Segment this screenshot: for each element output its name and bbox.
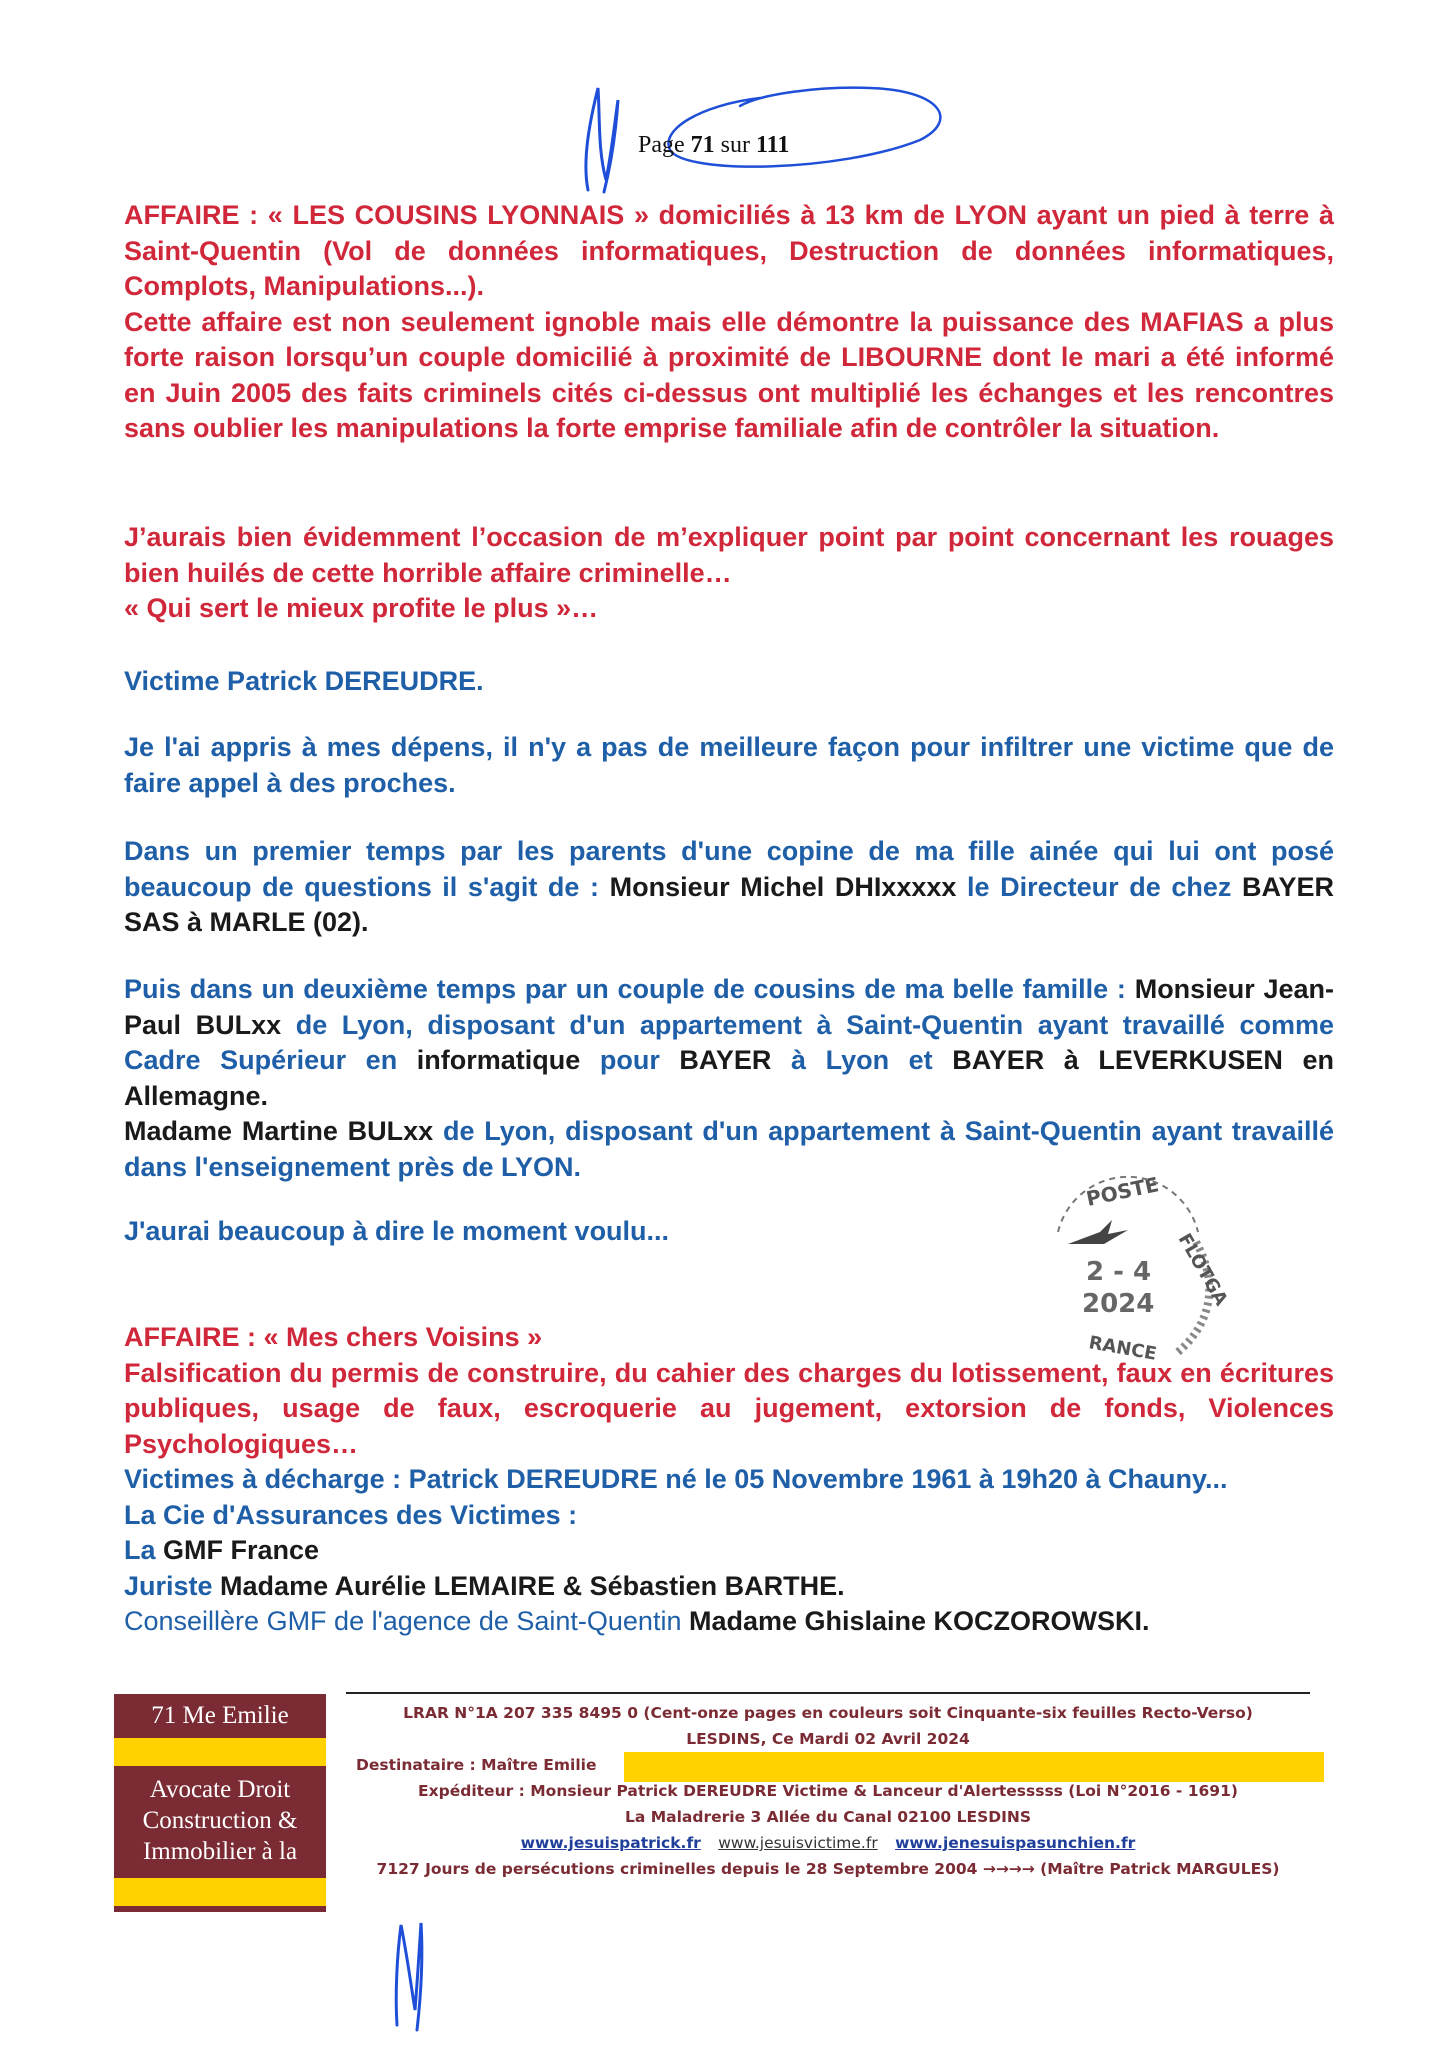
second-time-c: de Lyon, disposant d'un appartement à Saint-Quentin ayant travaillé comme Cadre Supérieur en [124, 1009, 1334, 1075]
second-time-f: BAYER [679, 1045, 772, 1075]
neighbours-text: Falsification du permis de construire, du cahier des charges du lotissement, faux en écritures publiques, usage de faux, escroquerie au jugement, extorsion de fonds, Violences Psychologiques… [124, 1357, 1334, 1459]
footer-address: La Maladrerie 3 Allée du Canal 02100 LESDINS [624, 1808, 1031, 1826]
footer-redaction-1 [114, 1738, 326, 1766]
stamp-year: 2024 [1082, 1289, 1155, 1319]
jurist-label: Juriste [124, 1570, 221, 1601]
footer-date: LESDINS, Ce Mardi 02 Avril 2024 [686, 1730, 970, 1748]
second-time-a: Puis dans un deuxième temps par un couple de cousins de ma belle famille : [124, 974, 1135, 1004]
link-jenesuispasunchien[interactable]: www.jenesuispasunchien.fr [895, 1834, 1136, 1852]
second-time-j: BAYER à LEVERKUSEN en Allemagne. [124, 1045, 1334, 1111]
first-time-person: Monsieur Michel DHIxxxxx [609, 871, 957, 902]
first-time-a: Dans un premier temps par les parents d'une copine de ma fille ainée qui lui ont posé beaucoup de questions il s'agit de : [124, 836, 1334, 902]
infiltrate-paragraph [124, 730, 1334, 801]
neighbours-title: AFFAIRE : « Mes chers Voisins » [124, 1322, 543, 1352]
link-jesuisvictime[interactable]: www.jesuisvictime.fr [718, 1834, 878, 1852]
quote-text: « Qui sert le mieux profite le plus »… [124, 593, 599, 623]
insurer-label: La Cie d'Assurances des Victimes : [124, 1499, 578, 1530]
page-separator: sur [720, 132, 750, 158]
cousins-intro: AFFAIRE : « LES COUSINS LYONNAIS » domiciliés à 13 km de LYON ayant un pied à terre à Saint-Quentin (Vol de données informatiques, Destruction de données informatiques, Complots, Manipulations...). [124, 200, 1334, 301]
footer-lawyer-block [114, 1694, 326, 1912]
stamp-right-text: FLOTGA [1173, 1230, 1232, 1310]
footer-divider [346, 1692, 1310, 1694]
stamp-day: 2 - 4 [1086, 1257, 1152, 1287]
footer-lawyer-line2: Avocate Droit [149, 1776, 291, 1803]
handwritten-initial-top [560, 80, 630, 200]
page-prefix: Page [638, 132, 685, 158]
explanation-text: J’aurais bien évidemment l’occasion de m’expliquer point par point concernant les rouages bien huilés de cette horrible affaire criminelle… [124, 522, 1334, 588]
victim-text: Victime Patrick DEREUDRE. [124, 666, 484, 696]
stamp-top-text: POSTE [1084, 1172, 1161, 1211]
footer-persecution: 7127 Jours de persécutions criminelles depuis le 28 Septembre 2004 →→→→ (Maître Patrick MARGULES) [376, 1860, 1280, 1878]
jurist-names: Madame Aurélie LEMAIRE & Sébastien BARTHE. [220, 1570, 845, 1601]
section-explanation [124, 520, 1334, 627]
footer-letter-info [346, 1700, 1310, 1882]
victims-born: né le 05 Novembre 1961 à 19h20 à Chauny... [657, 1464, 1228, 1494]
footer-lawyer-line1: 71 Me Emilie [151, 1702, 289, 1729]
section-cousins [124, 198, 1334, 447]
infiltrate-text: Je l'ai appris à mes dépens, il n'y a pas de meilleure façon pour infiltrer une victime que de faire appel à des proches. [124, 732, 1334, 798]
victim-line [124, 664, 1334, 700]
footer-lrar: LRAR N°1A 207 335 8495 0 (Cent-onze pages en couleurs soit Cinquante-six feuilles Recto-Verso) [403, 1704, 1253, 1722]
second-time-person2: Madame Martine BULxx [124, 1116, 434, 1146]
second-time-i: et [889, 1045, 953, 1075]
second-time-h: Lyon [825, 1045, 890, 1075]
victims-name: Patrick DEREUDRE [408, 1464, 658, 1494]
page-total: 111 [756, 132, 790, 158]
insurer-la: La [124, 1535, 164, 1565]
handwritten-initial-bottom [385, 1915, 435, 2035]
second-time-l: de Lyon, disposant d'un appartement à Saint-Quentin ayant travaillé dans l'enseignement près de LYON. [124, 1116, 1334, 1182]
victims-block [124, 1462, 1334, 1640]
second-time-person1: Monsieur Jean-Paul BULxx [124, 974, 1335, 1040]
second-time-d: informatique [416, 1045, 581, 1075]
page-number: 71 [690, 132, 715, 158]
stamp-bird-icon [1068, 1220, 1128, 1244]
second-time-g: à [771, 1045, 826, 1075]
cousins-body: Cette affaire est non seulement ignoble mais elle démontre la puissance des MAFIAS a plus forte raison lorsqu’un couple domicilié à proximité de LIBOURNE dont le mari a été informé en Juin 2005 des faits criminels cités ci-dessus ont multiplié les échanges et les rencontres sans oublier les manipulations la forte emprise familiale afin de contrôler la situation. [124, 306, 1334, 443]
advisor-name: Madame Ghislaine KOCZOROWSKI. [688, 1606, 1150, 1636]
first-time-c: le Directeur de chez [956, 871, 1242, 902]
more-text: J'aurai beaucoup à dire le moment voulu... [124, 1216, 670, 1246]
second-time-e: pour [580, 1045, 680, 1075]
victims-label: Victimes à décharge : [124, 1464, 409, 1494]
link-jesuispatrick[interactable]: www.jesuispatrick.fr [520, 1834, 701, 1852]
footer-sender: Expéditeur : Monsieur Patrick DEREUDRE Victime & Lanceur d'Alertesssss (Loi N°2016 - 1691) [418, 1782, 1238, 1800]
footer-lawyer-line4: Immobilier à la [142, 1838, 298, 1865]
advisor-label: Conseillère GMF de l'agence de Saint-Quentin [124, 1606, 689, 1636]
first-time-paragraph [124, 834, 1334, 941]
page-number-header [638, 132, 789, 159]
section-neighbours [124, 1320, 1334, 1462]
footer-dest: Destinataire : Maître Emilie [356, 1756, 597, 1774]
stamp-bottom-text: RANCE [1087, 1332, 1159, 1365]
first-time-company: BAYER SAS à MARLE (02). [124, 871, 1334, 937]
footer-redaction-2 [114, 1878, 326, 1906]
second-time-paragraph [124, 972, 1334, 1185]
insurer-name: GMF France [163, 1535, 320, 1565]
footer-lawyer-line3: Construction & [142, 1807, 298, 1834]
footer-links [346, 1830, 1310, 1856]
handwritten-circle [640, 80, 960, 180]
